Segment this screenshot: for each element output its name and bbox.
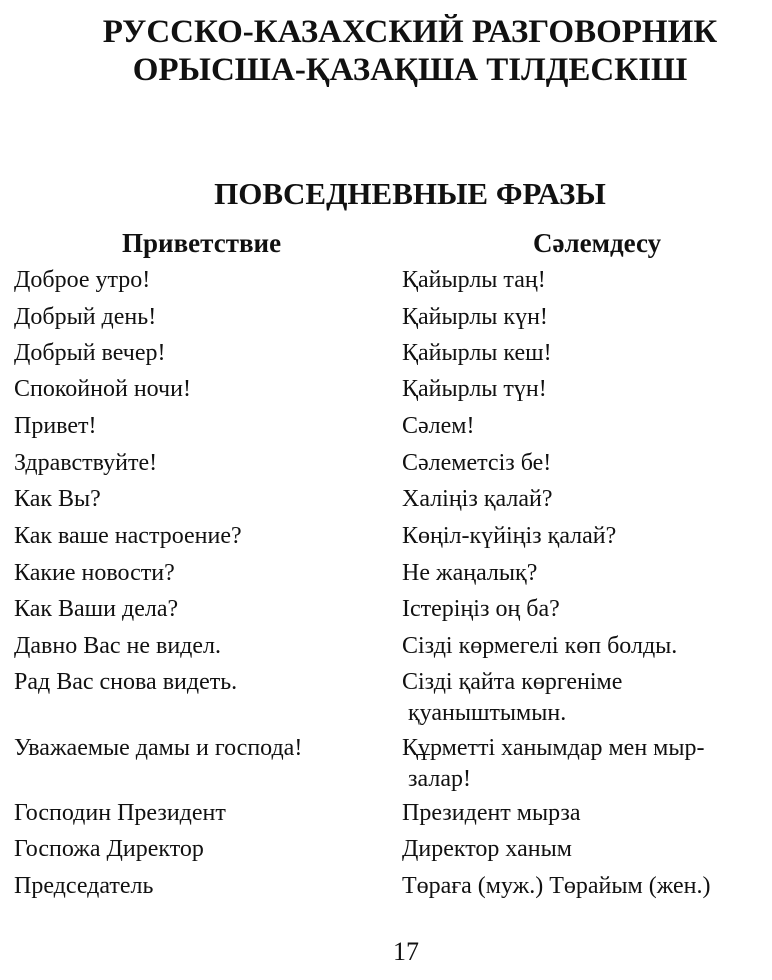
- column-heading-ru: Приветствие: [122, 228, 282, 258]
- phrase-ru: Спокойной ночи!: [14, 376, 191, 402]
- page-number: 17: [393, 937, 419, 966]
- phrase-ru: Добрый день!: [14, 304, 157, 330]
- phrase-ru: Господин Президент: [14, 800, 226, 826]
- phrase-kz-line1: Құрметті ханымдар мен мыр-: [402, 735, 705, 761]
- phrase-kz: Қайырлы таң!: [402, 267, 546, 293]
- phrase-kz-line2: залар!: [408, 766, 471, 792]
- phrase-kz: Көңіл-күйіңіз қалай?: [402, 523, 617, 549]
- phrase-kz: Халіңіз қалай?: [402, 486, 553, 512]
- phrase-kz: Төраға (муж.) Төрайым (жен.): [402, 873, 711, 899]
- section-title: ПОВСЕДНЕВНЫЕ ФРАЗЫ: [214, 176, 606, 211]
- phrase-ru: Рад Вас снова видеть.: [14, 669, 238, 695]
- phrase-kz-line1: Сізді қайта көргеніме: [402, 669, 623, 695]
- phrase-kz: [402, 667, 622, 729]
- phrase-kz: Істеріңіз оң ба?: [402, 596, 560, 622]
- phrase-kz: Сізді көрмегелі көп болды.: [402, 633, 678, 659]
- title-kz: ОРЫСША-ҚАЗАҚША ТІЛДЕСКІШ: [132, 52, 688, 88]
- phrase-kz: Сәлеметсіз бе!: [402, 450, 552, 476]
- phrase-kz: Қайырлы күн!: [402, 304, 548, 330]
- phrase-ru: Давно Вас не видел.: [14, 633, 222, 659]
- column-heading-kz: Сәлемдесу: [533, 228, 662, 258]
- phrase-ru: Госпожа Директор: [14, 836, 204, 862]
- phrase-ru: Доброе утро!: [14, 267, 151, 293]
- phrase-ru: Привет!: [14, 413, 97, 439]
- phrase-ru: Добрый вечер!: [14, 340, 166, 366]
- phrase-ru: Уважаемые дамы и господа!: [14, 735, 303, 761]
- phrase-ru: Здравствуйте!: [14, 450, 158, 476]
- phrase-ru: Как ваше настроение?: [14, 523, 242, 549]
- phrase-kz: Қайырлы түн!: [402, 376, 547, 402]
- phrase-ru: Как Ваши дела?: [14, 596, 179, 622]
- phrase-kz: Директор ханым: [402, 836, 572, 862]
- phrase-ru: Председатель: [14, 873, 154, 899]
- title-ru: РУССКО-КАЗАХСКИЙ РАЗГОВОРНИК: [102, 14, 718, 50]
- phrase-kz: [402, 733, 704, 795]
- phrase-kz: Қайырлы кеш!: [402, 340, 552, 366]
- phrase-ru: Какие новости?: [14, 560, 175, 586]
- phrase-ru: Как Вы?: [14, 486, 101, 512]
- phrase-kz-line2: қуаныштымын.: [408, 700, 567, 726]
- phrase-kz: Президент мырза: [402, 800, 581, 826]
- phrase-kz: Сәлем!: [402, 413, 475, 439]
- phrase-kz: Не жаңалық?: [402, 560, 538, 586]
